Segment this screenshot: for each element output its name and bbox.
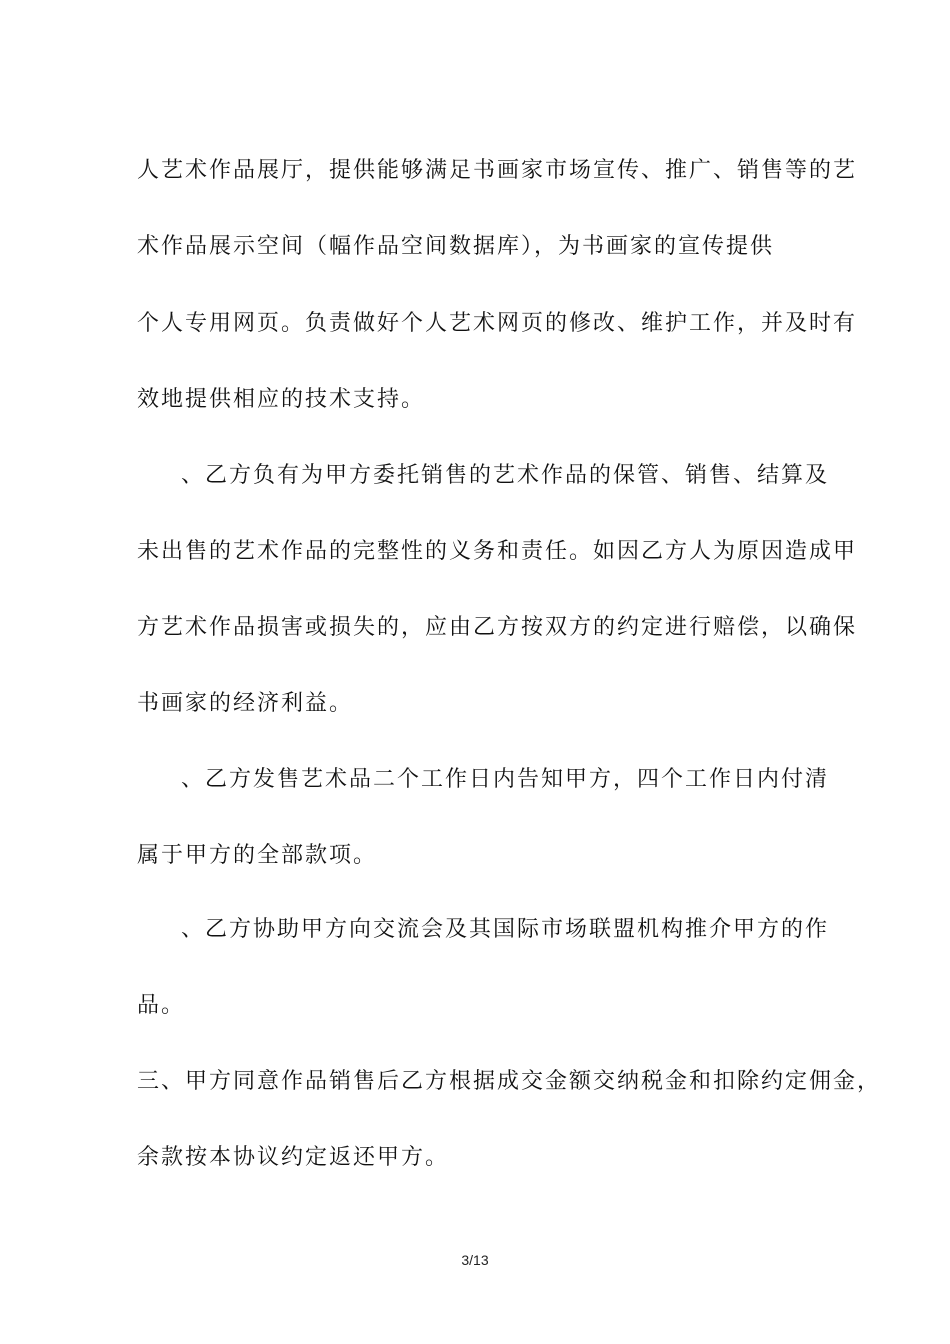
body-text-line: 未出售的艺术作品的完整性的义务和责任。如因乙方人为原因造成甲 bbox=[137, 539, 858, 564]
paragraph-first-line: 、乙方发售艺术品二个工作日内告知甲方，四个工作日内付清 bbox=[181, 767, 830, 792]
paragraph-first-line: 、乙方负有为甲方委托销售的艺术作品的保管、销售、结算及 bbox=[181, 463, 830, 488]
body-text-line: 个人专用网页。负责做好个人艺术网页的修改、维护工作，并及时有 bbox=[137, 311, 858, 336]
body-text-line: 三、甲方同意作品销售后乙方根据成交金额交纳税金和扣除约定佣金， bbox=[137, 1069, 882, 1094]
body-text-line: 品。 bbox=[137, 993, 186, 1018]
body-text-line: 术作品展示空间（幅作品空间数据库），为书画家的宣传提供 bbox=[137, 234, 775, 259]
body-text-line: 书画家的经济利益。 bbox=[137, 691, 354, 716]
body-text-line: 方艺术作品损害或损失的，应由乙方按双方的约定进行赔偿，以确保 bbox=[137, 615, 858, 640]
body-text-line: 效地提供相应的技术支持。 bbox=[137, 387, 426, 412]
paragraph-first-line: 、乙方协助甲方向交流会及其国际市场联盟机构推介甲方的作 bbox=[181, 917, 830, 942]
page-number: 3/13 bbox=[461, 1252, 489, 1268]
body-text-line: 属于甲方的全部款项。 bbox=[137, 843, 378, 868]
body-text-line: 余款按本协议约定返还甲方。 bbox=[137, 1145, 450, 1170]
body-text-line: 人艺术作品展厅，提供能够满足书画家市场宣传、推广、销售等的艺 bbox=[137, 158, 858, 183]
